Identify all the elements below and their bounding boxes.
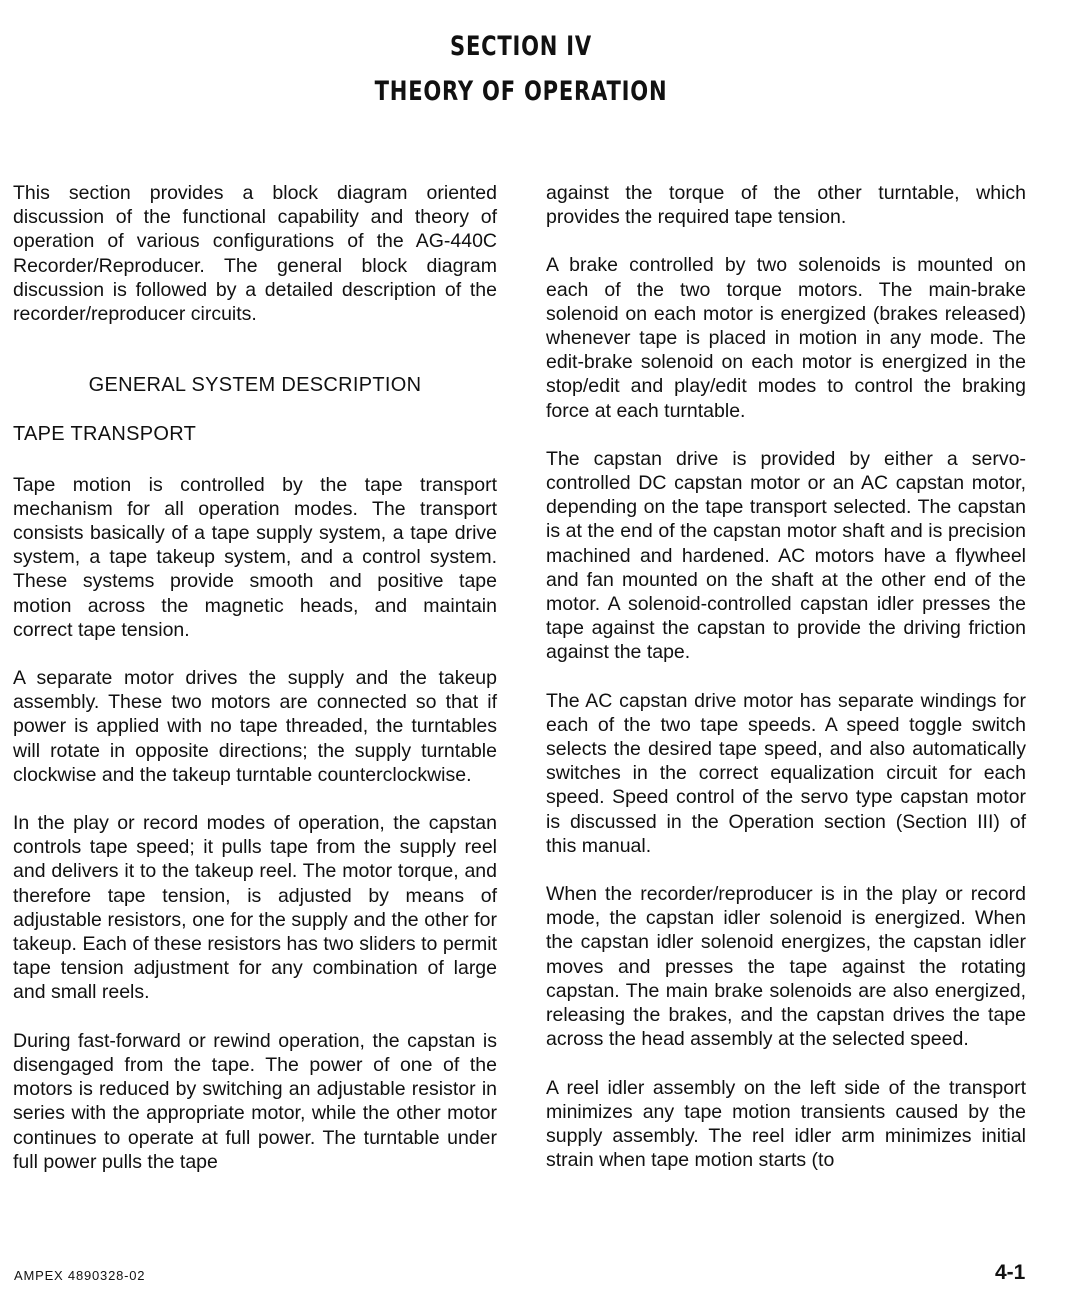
page-header <box>0 30 1042 109</box>
intro-paragraph: This section provides a block diagram oriented discussion of the functional capability and theory of operation of various configurations of the AG-440C Recorder/Reproducer. The general block diagram discussion is followed by a detailed description of the recorder/reproducer circuits. <box>13 182 497 326</box>
paragraph: Tape motion is controlled by the tape transport mechanism for all operation modes. The transport consists basically of a tape supply system, a tape drive system, a tape takeup system, and a control system. These systems provide smooth and positive tape motion across the magnetic heads, and maintain correct tape tension. <box>13 473 497 641</box>
paragraph: A brake controlled by two solenoids is mounted on each of the two torque motors. The main-brake solenoid on each motor is energized (brakes released) whenever tape is placed in motion in any mode. The edit-brake solenoid on each motor is energized in the stop/edit and play/edit modes to control the braking force at each turntable. <box>546 254 1026 422</box>
paragraph: A separate motor drives the supply and the takeup assembly. These two motors are connected so that if power is applied with no tape threaded, the turntables will rotate in opposite directions; the supply turntable clockwise and the takeup turntable counterclockwise. <box>13 667 497 786</box>
tape-transport-heading: TAPE TRANSPORT <box>13 423 197 446</box>
section-number: SECTION IV <box>449 31 593 62</box>
section-title: THEORY OF OPERATION <box>374 76 668 107</box>
paragraph: The AC capstan drive motor has separate windings for each of the two tape speeds. A speed toggle switch selects the desired tape speed, and also automatically switches in the correct equalization circuit for each speed. Speed control of the servo type capstan motor is discussed in the Operation section (Section III) of this manual. <box>546 689 1026 857</box>
paragraph: against the torque of the other turntable, which provides the required tape tension. <box>546 182 1026 229</box>
paragraph: A reel idler assembly on the left side of the transport minimizes any tape motion transients caused by the supply assembly. The reel idler arm minimizes initial strain when tape motion starts (to <box>546 1076 1026 1172</box>
document-number: AMPEX 4890328-02 <box>14 1268 146 1283</box>
paragraph: During fast-forward or rewind operation, the capstan is disengaged from the tape. The power of one of the motors is reduced by switching an adjustable resistor in series with the appropriate motor, while the other motor continues to operate at full power. The turntable under full power pulls the tape <box>13 1029 497 1173</box>
left-column <box>13 181 497 1174</box>
page-number: 4-1 <box>995 1261 1026 1284</box>
right-column <box>546 181 1026 1172</box>
paragraph: The capstan drive is provided by either a servo-controlled DC capstan motor or an AC capstan motor, depending on the tape transport selected. The capstan is at the end of the capstan motor shaft and is precision machined and hardened. AC motors have a flywheel and fan mounted on the shaft at the other end of the motor. A solenoid-controlled capstan idler presses the tape against the capstan to provide the driving friction against the tape. <box>546 447 1026 664</box>
paragraph: In the play or record modes of operation, the capstan controls tape speed; it pulls tape from the supply reel and delivers it to the takeup reel. The motor torque, and therefore tape tension, is adjusted by means of adjustable resistors, one for the supply and the other for takeup. Each of these resistors has two sliders to permit tape tension adjustment for any combination of large and small reels. <box>13 812 497 1004</box>
paragraph: When the recorder/reproducer is in the play or record mode, the capstan idler solenoid is energized. When the capstan idler solenoid energizes, the capstan idler moves and presses the tape against the rotating capstan. The main brake solenoids are also energized, releasing the brakes, and the capstan drives the tape across the head assembly at the selected speed. <box>546 883 1026 1051</box>
general-system-heading: GENERAL SYSTEM DESCRIPTION <box>88 374 422 397</box>
